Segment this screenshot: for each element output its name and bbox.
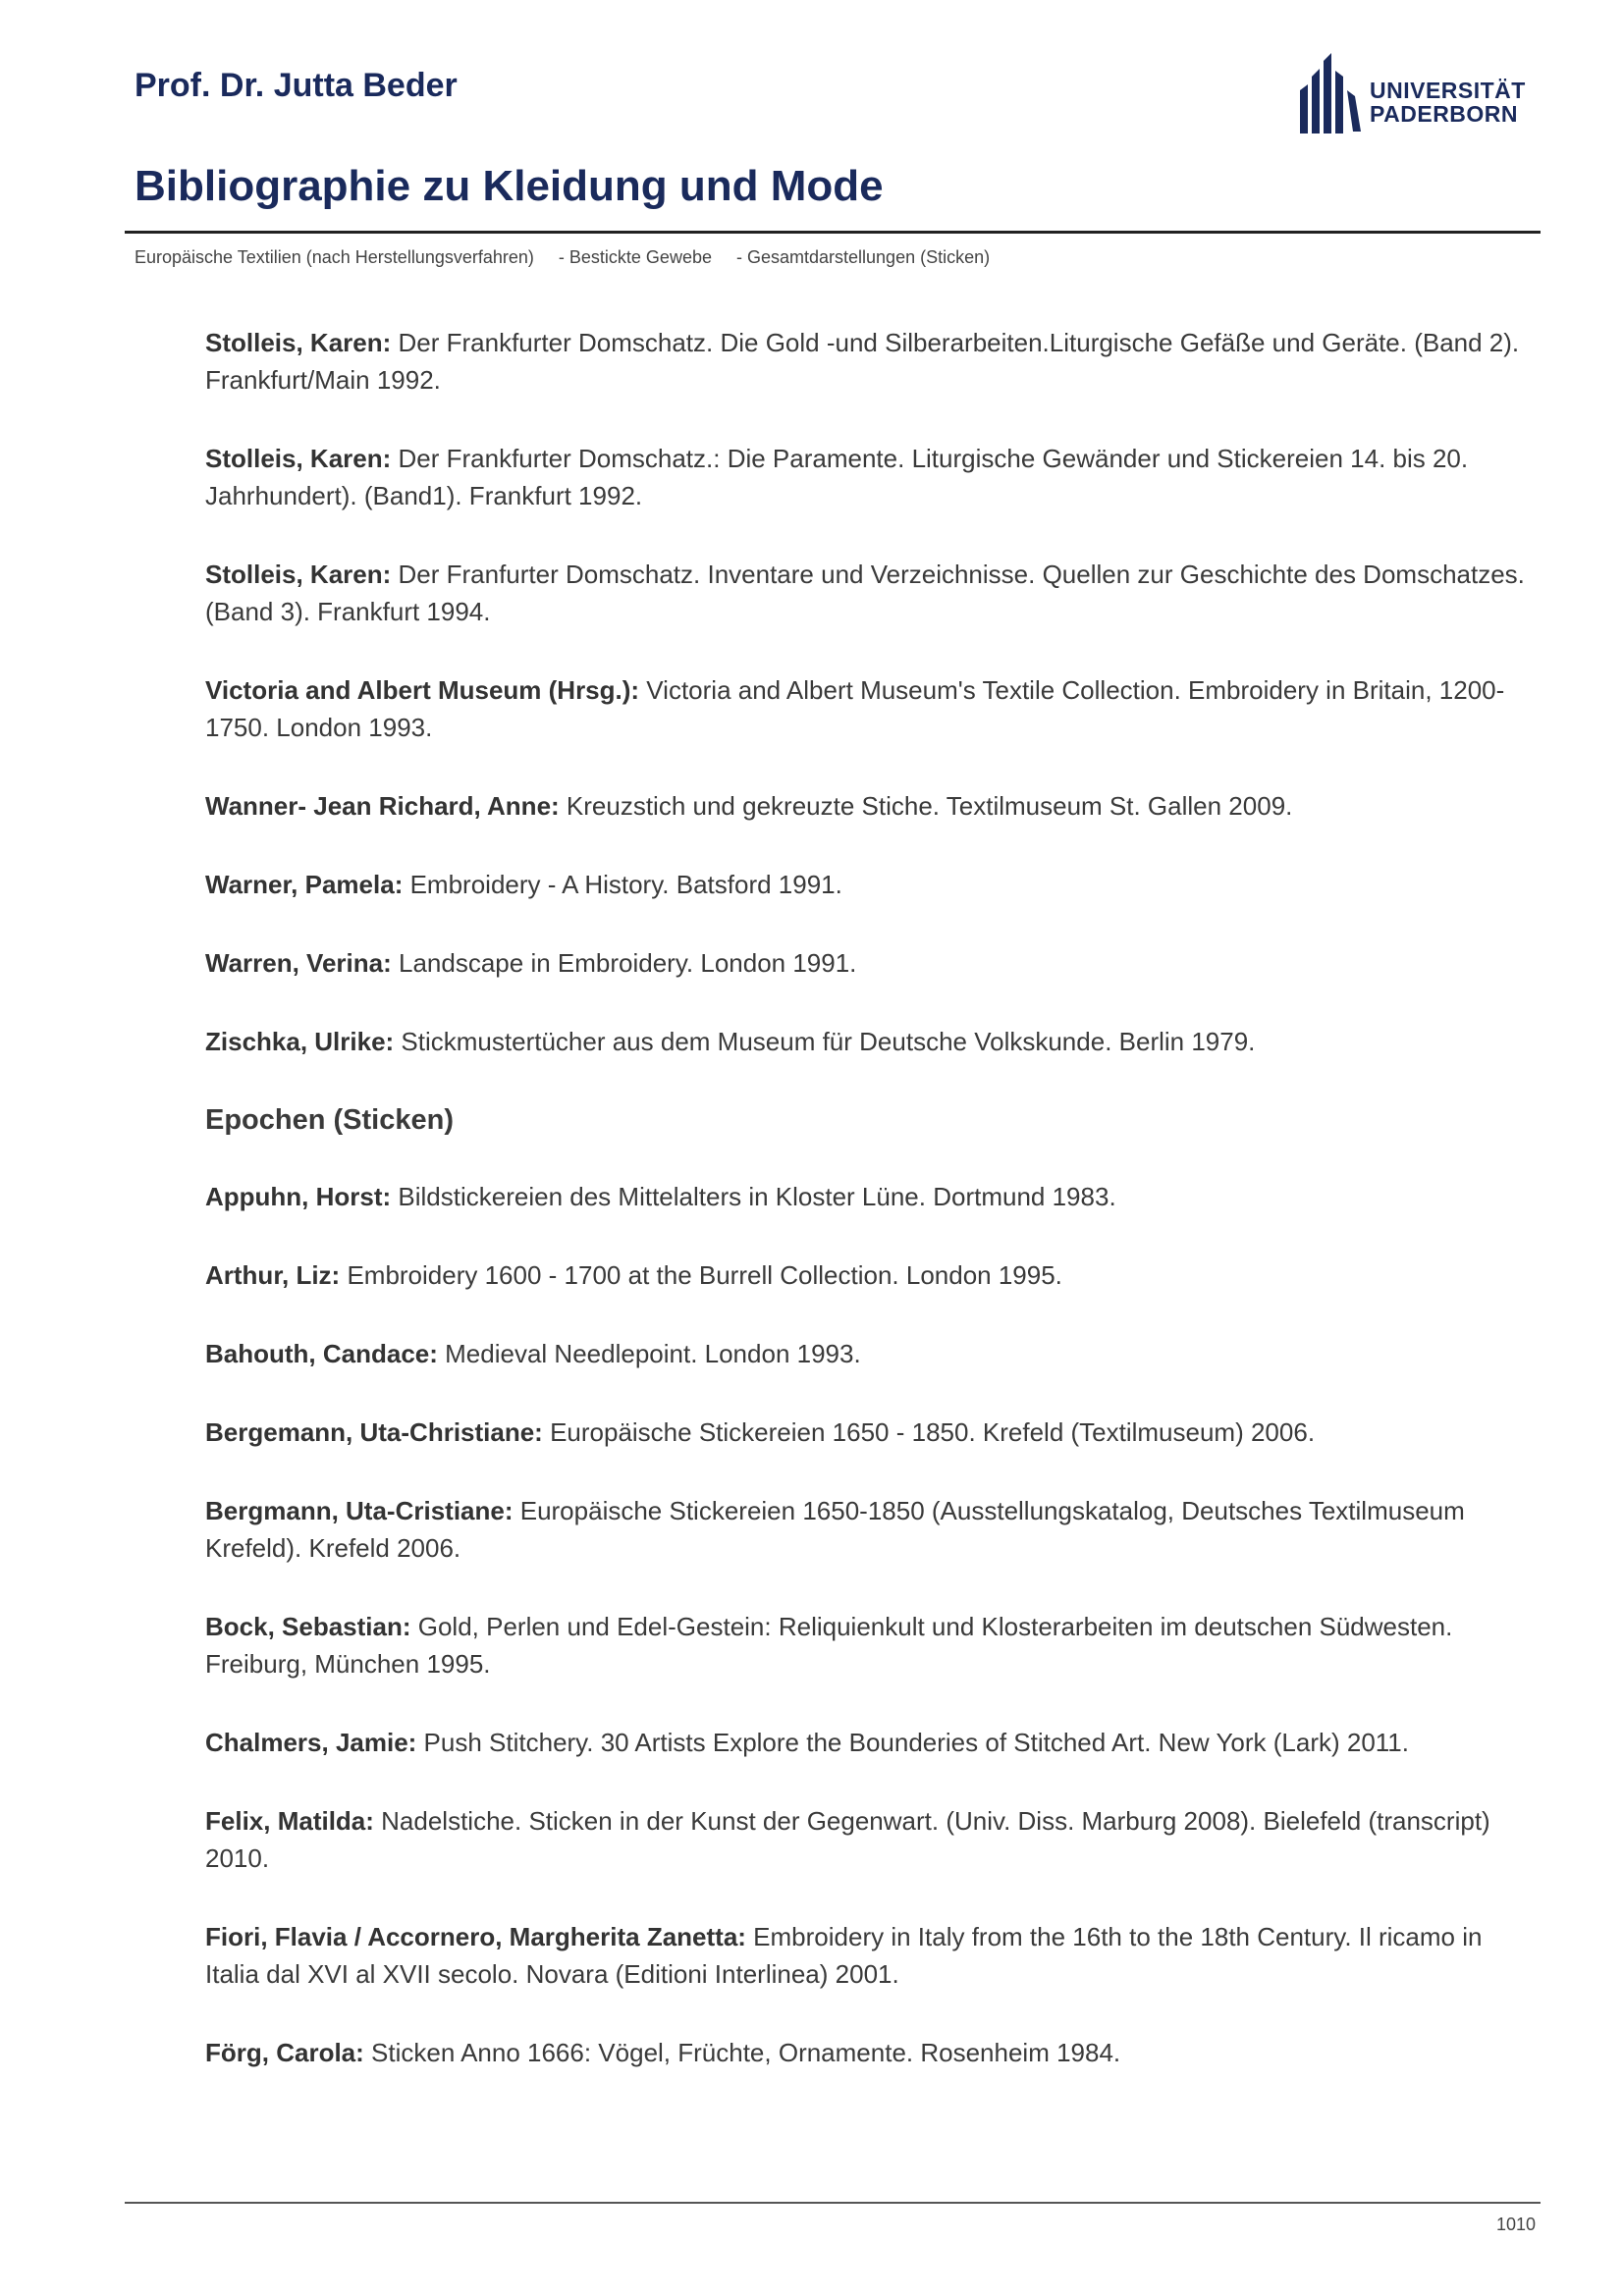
entry-text: Embroidery - A History. Batsford 1991. <box>403 870 842 899</box>
entry-text: Sticken Anno 1666: Vögel, Früchte, Ornamente. Rosenheim 1984. <box>363 2038 1121 2067</box>
bibliography-entry <box>205 1178 1536 1215</box>
bibliography-entry <box>205 1023 1536 1060</box>
entry-text: Gold, Perlen und Edel-Gestein: Reliquienkult und Klosterarbeiten im deutschen Südwesten. Freiburg, München 1995. <box>205 1612 1453 1679</box>
bibliography-entry <box>205 671 1536 746</box>
breadcrumb <box>135 247 1009 268</box>
bibliography-entry <box>205 1608 1536 1682</box>
entry-text: Medieval Needlepoint. London 1993. <box>437 1339 861 1368</box>
entry-author: Warner, Pamela: <box>205 870 404 899</box>
entry-author: Zischka, Ulrike: <box>205 1027 395 1056</box>
entry-author: Felix, Matilda: <box>205 1806 374 1836</box>
entry-author: Bergemann, Uta-Christiane: <box>205 1417 543 1447</box>
bibliography-list <box>205 324 1536 2112</box>
header-divider <box>125 231 1541 234</box>
bibliography-entry <box>205 1335 1536 1372</box>
breadcrumb-item: Europäische Textilien (nach Herstellungsverfahren) <box>135 247 534 267</box>
entry-text: Nadelstiche. Sticken in der Kunst der Gegenwart. (Univ. Diss. Marburg 2008). Bielefeld (transcript) 2010. <box>205 1806 1490 1873</box>
entry-author: Chalmers, Jamie: <box>205 1728 417 1757</box>
bibliography-entry <box>205 866 1536 903</box>
entry-author: Stolleis, Karen: <box>205 560 392 589</box>
entry-author: Stolleis, Karen: <box>205 328 392 357</box>
entry-author: Victoria and Albert Museum (Hrsg.): <box>205 675 640 705</box>
entry-author: Förg, Carola: <box>205 2038 364 2067</box>
entry-author: Wanner- Jean Richard, Anne: <box>205 791 560 821</box>
university-logo <box>1298 51 1534 135</box>
entry-author: Bock, Sebastian: <box>205 1612 411 1641</box>
bibliography-entry <box>205 556 1536 630</box>
entry-text: Embroidery in Italy from the 16th to the 18th Century. Il ricamo in Italia dal XVI al XVII secolo. Novara (Editioni Interlinea) 2001. <box>205 1922 1483 1989</box>
entry-text: Der Frankfurter Domschatz. Die Gold -und Silberarbeiten.Liturgische Gefäße und Geräte. (Band 2). Frankfurt/Main 1992. <box>205 328 1520 395</box>
entry-author: Fiori, Flavia / Accornero, Margherita Zanetta: <box>205 1922 746 1951</box>
entry-text: Europäische Stickereien 1650 - 1850. Krefeld (Textilmuseum) 2006. <box>542 1417 1316 1447</box>
bibliography-entry <box>205 1414 1536 1451</box>
entry-text: Bildstickereien des Mittelalters in Kloster Lüne. Dortmund 1983. <box>391 1182 1116 1211</box>
university-logo-text <box>1370 79 1526 126</box>
entry-author: Bahouth, Candace: <box>205 1339 438 1368</box>
author-name: Prof. Dr. Jutta Beder <box>135 67 458 104</box>
entry-author: Warren, Verina: <box>205 948 392 978</box>
bibliography-entry <box>205 440 1536 514</box>
bibliography-entry <box>205 1724 1536 1761</box>
page-number: 1010 <box>1495 2215 1536 2234</box>
entry-author: Appuhn, Horst: <box>205 1182 392 1211</box>
logo-line-1: UNIVERSITÄT <box>1370 78 1526 103</box>
bibliography-entry <box>205 324 1536 399</box>
entry-text: Kreuzstich und gekreuzte Stiche. Textilmuseum St. Gallen 2009. <box>559 791 1293 821</box>
bibliography-entry <box>205 1802 1536 1877</box>
entry-author: Stolleis, Karen: <box>205 444 392 473</box>
logo-line-2: PADERBORN <box>1370 101 1519 127</box>
entry-author: Arthur, Liz: <box>205 1260 341 1290</box>
entry-text: Europäische Stickereien 1650-1850 (Ausstellungskatalog, Deutsches Textilmuseum Krefeld). Krefeld 2006. <box>205 1496 1465 1563</box>
entry-text: Embroidery 1600 - 1700 at the Burrell Collection. London 1995. <box>340 1260 1062 1290</box>
section-heading: Epochen (Sticken) <box>205 1104 454 1136</box>
entry-text: Victoria and Albert Museum's Textile Collection. Embroidery in Britain, 1200-1750. London 1993. <box>205 675 1505 742</box>
bibliography-entry <box>205 787 1536 825</box>
breadcrumb-item: - Bestickte Gewebe <box>558 247 712 267</box>
university-logo-icon <box>1298 51 1363 135</box>
entry-author: Bergmann, Uta-Cristiane: <box>205 1496 514 1525</box>
bibliography-entry <box>205 1492 1536 1567</box>
entry-text: Push Stitchery. 30 Artists Explore the Bounderies of Stitched Art. New York (Lark) 2011. <box>416 1728 1409 1757</box>
entry-text: Landscape in Embroidery. London 1991. <box>391 948 857 978</box>
entry-text: Der Franfurter Domschatz. Inventare und Verzeichnisse. Quellen zur Geschichte des Domschatzes. (Band 3). Frankfurt 1994. <box>205 560 1525 626</box>
bibliography-entry <box>205 944 1536 982</box>
entry-text: Stickmustertücher aus dem Museum für Deutsche Volkskunde. Berlin 1979. <box>394 1027 1256 1056</box>
breadcrumb-item: - Gesamtdarstellungen (Sticken) <box>736 247 991 267</box>
bibliography-entry <box>205 1918 1536 1993</box>
footer-divider <box>125 2202 1541 2204</box>
document-title: Bibliographie zu Kleidung und Mode <box>135 162 884 210</box>
bibliography-entry <box>205 1256 1536 1294</box>
entry-text: Der Frankfurter Domschatz.: Die Paramente. Liturgische Gewänder und Stickereien 14. bis 20. Jahrhundert). (Band1). Frankfurt 1992. <box>205 444 1469 510</box>
bibliography-entry <box>205 2034 1536 2071</box>
